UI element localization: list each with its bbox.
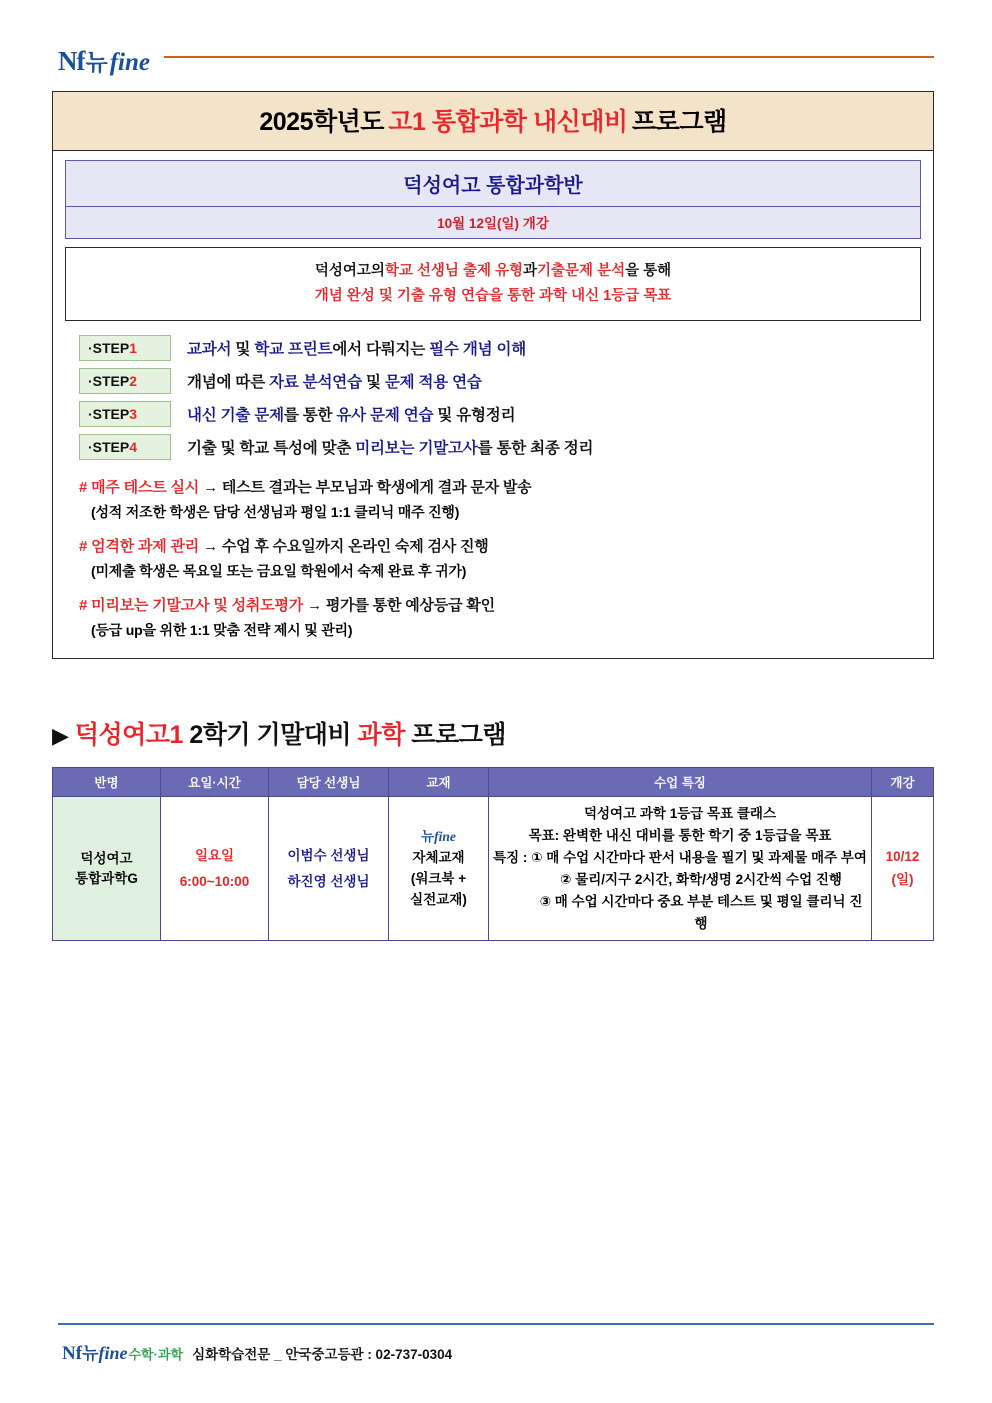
feature-line-4: ② 물리/지구 2시간, 화학/생명 2시간씩 수업 진행 [560, 871, 842, 887]
brand-mark: Nf [58, 46, 85, 76]
footer-logo [62, 1339, 128, 1365]
schedule-table [52, 767, 934, 941]
note2-rest: 수업 후 수요일까지 온라인 숙제 검사 진행 [221, 538, 489, 556]
step-row-1 [79, 335, 909, 361]
note1-hash: # [79, 479, 88, 497]
note-main-2 [79, 535, 909, 556]
class-banner [65, 160, 921, 239]
table-header-row [53, 768, 934, 797]
teacher-2: 하진영 선생님 [287, 873, 370, 889]
section-title-seg-4: 프로그램 [404, 721, 506, 750]
step-row-4 [79, 434, 909, 460]
class-start-date: 10월 12일(일) 개강 [65, 207, 921, 239]
step1-seg-3: 학교 프린트 [254, 341, 333, 359]
description-line-2: 개념 완성 및 기출 유형 연습을 통한 과학 내신 1등급 목표 [314, 287, 672, 304]
note2-arrow: → [203, 538, 218, 556]
cell-day-time [161, 797, 269, 941]
step2-seg-2: 자료 분석연습 [269, 374, 362, 392]
header-divider [164, 56, 934, 58]
footer-brand-kr: 뉴 [82, 1344, 99, 1363]
note3-hash: # [79, 597, 88, 615]
step-chip-num-3: 3 [129, 406, 138, 423]
class-name: 덕성여고 통합과학반 [65, 160, 921, 207]
th-feature: 수업 특징 [489, 768, 872, 797]
program-title-suffix: 프로그램 [632, 108, 727, 136]
step-chip-label-4: ·STEP [88, 439, 130, 456]
teacher-1: 이범수 선생님 [287, 848, 370, 864]
brand-name-en: fine [109, 49, 150, 76]
steps-list [79, 335, 909, 460]
step4-seg-2: 미리보는 기말고사 [355, 440, 478, 458]
note3-highlight: 미리보는 기말고사 및 성취도평가 [91, 597, 304, 615]
note3-rest: 평가를 통한 예상등급 확인 [325, 597, 495, 615]
step3-seg-4: 및 유형정리 [433, 407, 516, 425]
feature-line-2: 목표: 완벽한 내신 대비를 통한 학기 중 1등급을 목표 [528, 828, 832, 844]
book-brand-line [393, 827, 484, 848]
step3-seg-1: 내신 기출 문제 [187, 407, 284, 425]
step1-seg-2: 및 [231, 341, 255, 359]
class-name-line-2: 통합과학G [75, 870, 138, 886]
section-title-seg-3: 과학 [357, 721, 405, 750]
step1-seg-5: 필수 개념 이해 [429, 341, 527, 359]
step1-seg-4: 에서 다뤄지는 [332, 341, 430, 359]
step-text-2 [187, 370, 482, 392]
step-chip-label-2: ·STEP [88, 373, 130, 390]
step4-seg-3: 를 통한 최종 정리 [477, 440, 594, 458]
step-chip-3 [79, 401, 171, 427]
table-row [53, 797, 934, 941]
note3-arrow: → [307, 597, 322, 615]
section-title-seg-2: 2학기 기말대비 [182, 721, 358, 750]
description-line-1 [66, 259, 920, 284]
footer-divider [58, 1323, 934, 1325]
time-value: 6:00~10:00 [179, 873, 250, 889]
feature-line-1: 덕성여고 과학 1등급 목표 클래스 [583, 806, 777, 822]
book-line-2: 자체교재 [412, 849, 465, 865]
th-open: 개강 [872, 768, 934, 797]
note1-arrow: → [203, 479, 218, 497]
step-chip-num-2: 2 [129, 373, 138, 390]
th-book: 교재 [389, 768, 489, 797]
step2-seg-4: 문제 적용 연습 [384, 374, 482, 392]
day-value: 일요일 [194, 848, 235, 864]
open-day: (일) [891, 871, 914, 887]
program-title-band [53, 92, 933, 151]
class-name-line-1: 덕성여고 [80, 850, 133, 866]
step-row-3 [79, 401, 909, 427]
footer-brand-en: fine [98, 1343, 128, 1363]
brand-name-kr: 뉴 [85, 49, 108, 75]
step-text-1 [187, 337, 526, 359]
cell-class-name [53, 797, 161, 941]
note2-highlight: 엄격한 과제 관리 [91, 538, 200, 556]
step2-seg-3: 및 [361, 374, 385, 392]
step4-seg-1: 기출 및 학교 특성에 맞춘 [187, 440, 356, 458]
th-day-time: 요일·시간 [161, 768, 269, 797]
step-chip-label-3: ·STEP [88, 406, 130, 423]
note1-rest: 테스트 결과는 부모님과 학생에게 결과 문자 발송 [221, 479, 532, 497]
schedule-section-title [52, 715, 992, 751]
feature-line-3: 특징 : ① 매 수업 시간마다 판서 내용을 필기 및 과제물 매주 부여 [493, 850, 867, 865]
step1-seg-1: 교과서 [187, 341, 232, 359]
book-line-4: 실전교재) [410, 891, 467, 907]
step-chip-label-1: ·STEP [88, 340, 130, 357]
step-chip-2 [79, 368, 171, 394]
program-card [52, 91, 934, 659]
book-brand-en: fine [434, 829, 456, 845]
description-seg-4: 기출문제 분석 [537, 263, 626, 279]
description-seg-5: 을 통해 [625, 263, 672, 279]
program-title-main: 고1 통합과학 내신대비 [388, 108, 628, 136]
open-date: 10/12 [885, 848, 920, 864]
header-logo-row [0, 0, 992, 77]
th-class-name: 반명 [53, 768, 161, 797]
description-seg-2: 학교 선생님 출제 유형 [384, 263, 524, 279]
footer-brand-mark: Nf [62, 1343, 83, 1364]
step-text-3 [187, 403, 515, 425]
book-line-3: (워크북 + [410, 870, 467, 886]
step-chip-num-4: 4 [129, 439, 138, 456]
step3-seg-2: 를 통한 [283, 407, 337, 425]
note2-hash: # [79, 538, 88, 556]
step-row-2 [79, 368, 909, 394]
step2-seg-1: 개념에 따른 [187, 374, 270, 392]
brand-logo [58, 44, 150, 77]
description-seg-3: 과 [523, 263, 538, 279]
note-main-3 [79, 594, 909, 615]
step3-seg-3: 유사 문제 연습 [336, 407, 434, 425]
cell-open-date [872, 797, 934, 941]
footer-contact: 심화학습전문 _ 안국중고등관 : 02-737-0304 [192, 1347, 453, 1362]
note1-highlight: 매주 테스트 실시 [91, 479, 200, 497]
cell-teacher [269, 797, 389, 941]
program-description [65, 247, 921, 321]
note-sub-2: (미제출 학생은 목요일 또는 금요일 학원에서 숙제 완료 후 귀가) [91, 563, 467, 580]
note-main-1 [79, 476, 909, 497]
step-chip-1 [79, 335, 171, 361]
feature-line-5: ③ 매 수업 시간마다 중요 부분 테스트 및 평일 클리닉 진행 [539, 893, 863, 931]
notes-list [79, 476, 909, 640]
step-text-4 [187, 436, 593, 458]
book-brand-kr: 뉴 [421, 829, 435, 845]
note-block-3 [79, 594, 909, 640]
footer-subject: 수학·과학 [128, 1347, 184, 1362]
footer [62, 1339, 452, 1365]
note-sub-3: (등급 up을 위한 1:1 맞춤 전략 제시 및 관리) [91, 622, 353, 639]
description-seg-1: 덕성여고의 [314, 263, 385, 279]
step-chip-4 [79, 434, 171, 460]
note-block-2 [79, 535, 909, 581]
section-arrow-icon: ▶ [52, 723, 69, 749]
note-sub-1: (성적 저조한 학생은 담당 선생님과 평일 1:1 클리닉 매주 진행) [91, 504, 460, 521]
cell-feature [489, 797, 872, 941]
th-teacher: 담당 선생님 [269, 768, 389, 797]
program-title-year: 2025학년도 [259, 108, 384, 136]
section-title-seg-1: 덕성여고1 [74, 721, 183, 750]
step-chip-num-1: 1 [129, 340, 138, 357]
cell-book [389, 797, 489, 941]
note-block-1 [79, 476, 909, 522]
